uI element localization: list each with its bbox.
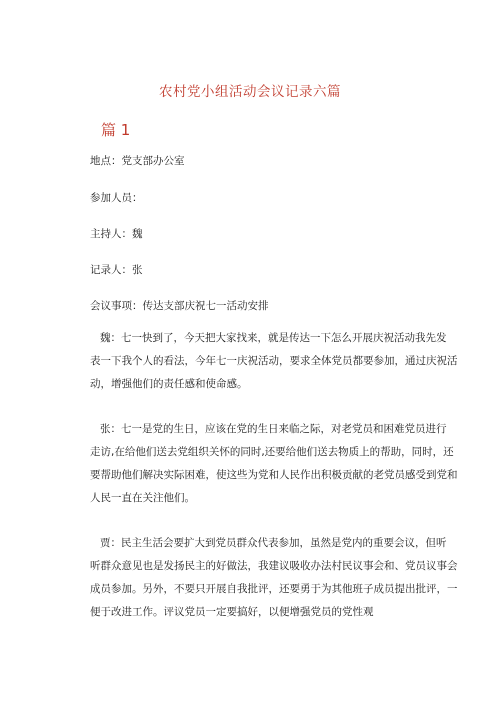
paragraph-line: 表一下我个人的看法，今年七一庆祝活动，要求全体党员都要参加，通过庆祝活	[90, 355, 458, 367]
paragraph-line: 便于改进工作。评议党员一定要搞好，以便增强党员的党性观	[90, 606, 374, 618]
field-location: 地点：党支部办公室	[90, 155, 185, 167]
paragraph-line: 动，增强他们的责任感和使命感。	[90, 378, 248, 390]
paragraph-line: 张：七一是党的生日，应该在党的生日来临之际，对老党员和困难党员进行	[100, 423, 447, 435]
paragraph-jia	[90, 532, 458, 624]
section-heading: 篇 1	[101, 121, 131, 139]
field-recorder: 记录人：张	[90, 264, 143, 276]
paragraph-line: 人民一直在关注他们。	[90, 492, 195, 504]
document-title: 农村党小组活动会议记录六篇	[159, 84, 341, 100]
paragraph-zhang	[90, 418, 458, 510]
paragraph-line: 魏：七一快到了，今天把大家找来，就是传达一下怎么开展庆祝活动我先发	[100, 332, 447, 344]
field-attendees: 参加人员：	[90, 192, 143, 204]
paragraph-line: 听群众意见也是发扬民主的好做法，我建议吸收办法村民议事会和、党员议事会	[90, 560, 458, 572]
paragraph-line: 要帮助他们解决实际困难，使这些为党和人民作出积极贡献的老党员感受到党和	[90, 469, 458, 481]
field-agenda: 会议事项：传达支部庆祝七一活动安排	[90, 300, 269, 312]
paragraph-line: 成员参加。另外，不要只开展自我批评，还要勇于为其他班子成员提出批评，一	[90, 583, 458, 595]
paragraph-line: 贾：民主生活会要扩大到党员群众代表参加，虽然是党内的重要会议，但听	[100, 537, 447, 549]
field-host: 主持人：魏	[90, 228, 143, 240]
paragraph-line: 走访,在给他们送去党组织关怀的同时,还要给他们送去物质上的帮助，同时，还	[90, 446, 454, 458]
paragraph-wei	[90, 327, 458, 396]
